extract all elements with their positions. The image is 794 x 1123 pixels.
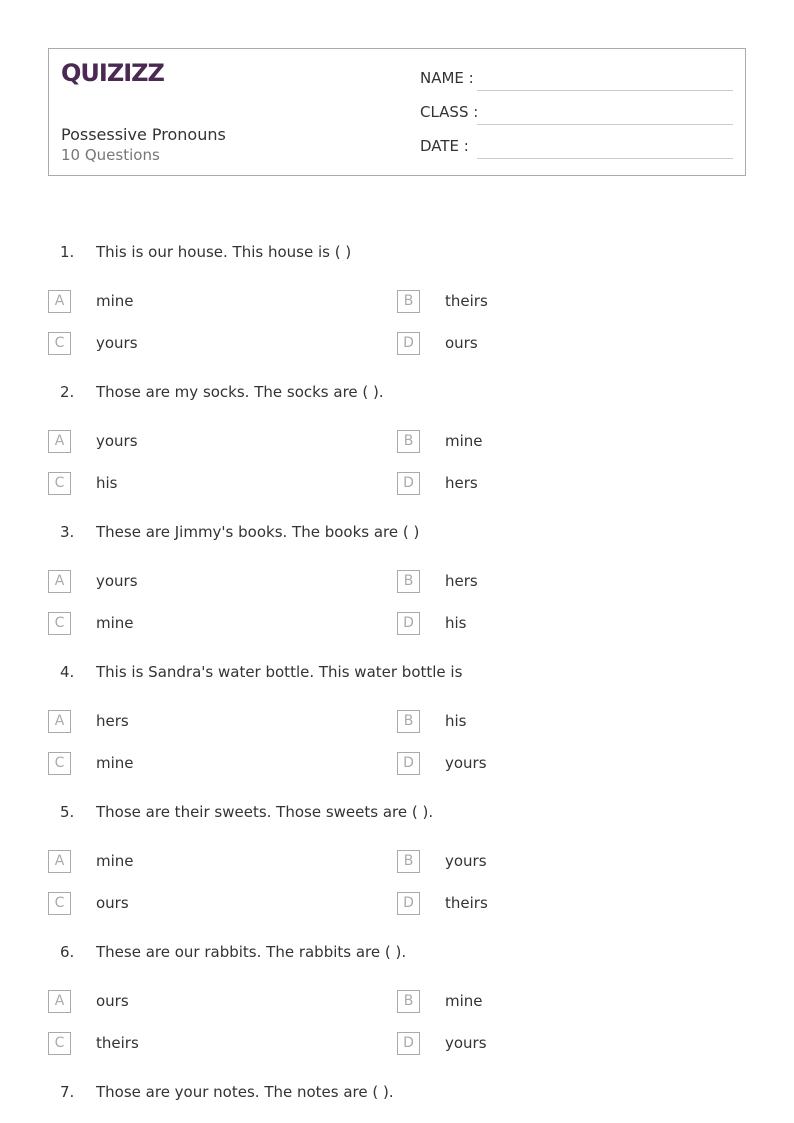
option-letter-box: A <box>48 430 71 453</box>
question-text: These are Jimmy's books. The books are ( ) <box>96 523 420 541</box>
option-c[interactable] <box>48 1032 348 1056</box>
option-b[interactable] <box>397 290 697 314</box>
option-d[interactable] <box>397 332 697 356</box>
option-d[interactable] <box>397 892 697 916</box>
question-6 <box>0 941 794 1081</box>
option-letter-box: D <box>397 892 420 915</box>
question-number: 6. <box>60 943 75 961</box>
option-b[interactable] <box>397 570 697 594</box>
option-text: yours <box>96 572 138 590</box>
option-letter-box: B <box>397 570 420 593</box>
question-text: These are our rabbits. The rabbits are ( ). <box>96 943 407 961</box>
option-c[interactable] <box>48 892 348 916</box>
option-letter-box: B <box>397 990 420 1013</box>
name-line[interactable] <box>477 90 733 91</box>
option-letter-box: B <box>397 430 420 453</box>
option-a[interactable] <box>48 290 348 314</box>
option-text: theirs <box>445 292 488 310</box>
option-c[interactable] <box>48 332 348 356</box>
question-number: 4. <box>60 663 75 681</box>
option-letter-box: C <box>48 752 71 775</box>
option-text: theirs <box>96 1034 139 1052</box>
option-text: yours <box>445 1034 487 1052</box>
question-4 <box>0 661 794 801</box>
option-text: yours <box>96 432 138 450</box>
option-d[interactable] <box>397 752 697 776</box>
option-a[interactable] <box>48 990 348 1014</box>
option-letter-box: C <box>48 332 71 355</box>
option-d[interactable] <box>397 612 697 636</box>
class-field[interactable] <box>420 101 733 125</box>
question-7 <box>0 1081 794 1111</box>
question-count: 10 Questions <box>61 146 160 164</box>
option-letter-box: D <box>397 472 420 495</box>
option-text: mine <box>445 432 483 450</box>
quizizz-logo: QUIZIZZ <box>61 59 164 87</box>
option-text: mine <box>96 754 134 772</box>
option-text: ours <box>445 334 478 352</box>
class-label: CLASS : <box>420 103 479 121</box>
option-letter-box: C <box>48 612 71 635</box>
option-letter-box: A <box>48 570 71 593</box>
option-text: yours <box>96 334 138 352</box>
option-a[interactable] <box>48 570 348 594</box>
option-letter-box: B <box>397 290 420 313</box>
class-line[interactable] <box>477 124 733 125</box>
option-letter-box: A <box>48 290 71 313</box>
option-text: mine <box>445 992 483 1010</box>
option-text: theirs <box>445 894 488 912</box>
option-text: hers <box>445 572 478 590</box>
option-letter-box: D <box>397 1032 420 1055</box>
option-letter-box: D <box>397 332 420 355</box>
question-number: 2. <box>60 383 75 401</box>
name-field[interactable] <box>420 67 733 91</box>
option-d[interactable] <box>397 472 697 496</box>
option-c[interactable] <box>48 472 348 496</box>
option-letter-box: A <box>48 850 71 873</box>
option-text: yours <box>445 754 487 772</box>
option-c[interactable] <box>48 752 348 776</box>
question-5 <box>0 801 794 941</box>
question-1 <box>0 241 794 381</box>
question-text: This is our house. This house is ( ) <box>96 243 352 261</box>
name-label: NAME : <box>420 69 474 87</box>
option-b[interactable] <box>397 850 697 874</box>
question-text: Those are their sweets. Those sweets are ( ). <box>96 803 434 821</box>
option-d[interactable] <box>397 1032 697 1056</box>
option-letter-box: C <box>48 1032 71 1055</box>
option-text: hers <box>96 712 129 730</box>
option-text: mine <box>96 292 134 310</box>
option-text: hers <box>445 474 478 492</box>
option-text: his <box>445 614 467 632</box>
option-a[interactable] <box>48 710 348 734</box>
option-text: ours <box>96 992 129 1010</box>
date-label: DATE : <box>420 137 469 155</box>
option-letter-box: A <box>48 710 71 733</box>
option-letter-box: C <box>48 892 71 915</box>
question-number: 3. <box>60 523 75 541</box>
option-b[interactable] <box>397 710 697 734</box>
option-letter-box: B <box>397 850 420 873</box>
option-letter-box: A <box>48 990 71 1013</box>
question-number: 5. <box>60 803 75 821</box>
option-letter-box: B <box>397 710 420 733</box>
option-text: his <box>96 474 118 492</box>
option-c[interactable] <box>48 612 348 636</box>
question-number: 1. <box>60 243 75 261</box>
option-text: yours <box>445 852 487 870</box>
option-text: his <box>445 712 467 730</box>
option-letter-box: D <box>397 612 420 635</box>
date-field[interactable] <box>420 135 733 159</box>
date-line[interactable] <box>477 158 733 159</box>
option-a[interactable] <box>48 430 348 454</box>
question-text: Those are your notes. The notes are ( ). <box>96 1083 394 1101</box>
question-text: This is Sandra's water bottle. This water bottle is <box>96 663 463 681</box>
worksheet-title: Possessive Pronouns <box>61 125 226 144</box>
option-b[interactable] <box>397 430 697 454</box>
option-text: mine <box>96 852 134 870</box>
question-2 <box>0 381 794 521</box>
option-letter-box: C <box>48 472 71 495</box>
option-letter-box: D <box>397 752 420 775</box>
question-number: 7. <box>60 1083 75 1101</box>
question-text: Those are my socks. The socks are ( ). <box>96 383 384 401</box>
option-text: mine <box>96 614 134 632</box>
question-3 <box>0 521 794 661</box>
option-a[interactable] <box>48 850 348 874</box>
option-text: ours <box>96 894 129 912</box>
option-b[interactable] <box>397 990 697 1014</box>
